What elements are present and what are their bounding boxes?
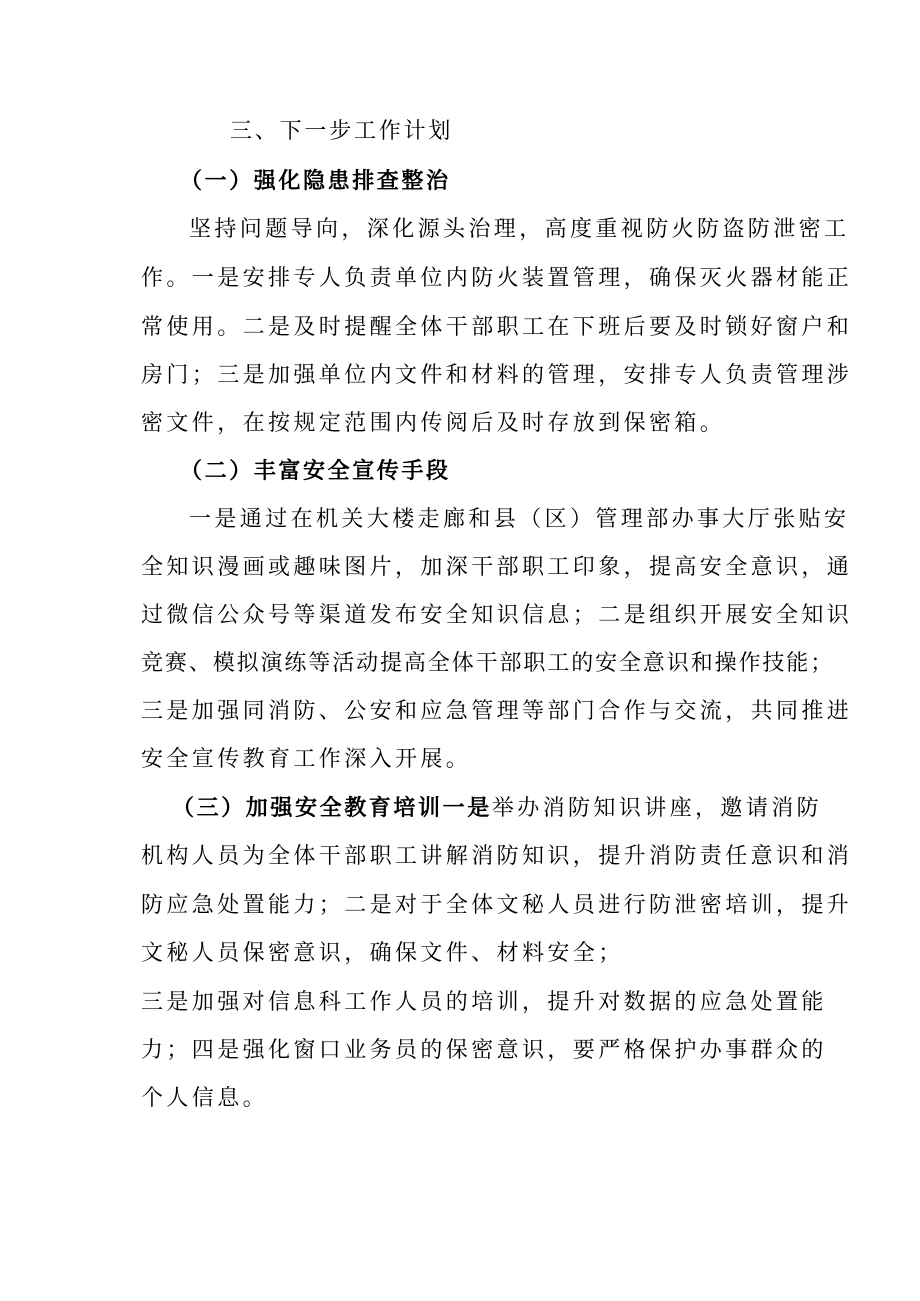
subsection-3-line-7: 个人信息。 — [141, 1086, 269, 1111]
subsection-3-line-3: 防应急处置能力；二是对于全体文秘人员进行防泄密培训，提升 — [141, 893, 853, 918]
subsection-2-line-1: 一是通过在机关大楼走廊和县（区）管理部办事大厅张贴安 — [189, 507, 850, 532]
subsection-1-line-5: 密文件，在按规定范围内传阅后及时存放到保密箱。 — [141, 411, 726, 436]
subsection-1-line-2: 作。一是安排专人负责单位内防火装置管理，确保灭火器材能正 — [141, 266, 853, 291]
subsection-3-line-2: 机构人员为全体干部职工讲解消防知识，提升消防责任意识和消 — [141, 844, 853, 869]
subsection-2-line-3: 过微信公众号等渠道发布安全知识信息；二是组织开展安全知识 — [141, 603, 853, 628]
section-title: 三、下一步工作计划 — [230, 119, 454, 144]
subsection-1-line-4: 房门；三是加强单位内文件和材料的管理，安排专人负责管理涉 — [141, 363, 853, 388]
subsection-2-line-6: 安全宣传教育工作深入开展。 — [141, 747, 472, 772]
subsection-3-first-line — [172, 794, 822, 824]
subsection-2-line-4: 竞赛、模拟演练等活动提高全体干部职工的安全意识和操作技能； — [141, 651, 835, 676]
subsection-3-first-line-rest: 举办消防知识讲座，邀请消防 — [491, 796, 823, 821]
subsection-1-line-1: 坚持问题导向，深化源头治理，高度重视防火防盗防泄密工 — [189, 217, 850, 242]
subsection-3-line-6: 力；四是强化窗口业务员的保密意识，要严格保护办事群众的 — [141, 1038, 827, 1063]
subsection-2-heading: （二）丰富安全宣传手段 — [180, 459, 451, 484]
subsection-1-line-3: 常使用。二是及时提醒全体干部职工在下班后要及时锁好窗户和 — [141, 315, 853, 340]
subsection-2-line-2: 全知识漫画或趣味图片，加深干部职工印象，提高安全意识，通 — [141, 555, 853, 580]
subsection-1-heading: （一）强化隐患排查整治 — [180, 169, 451, 194]
subsection-3-heading: （三）加强安全教育培训一是 — [172, 796, 492, 821]
subsection-2-line-5: 三是加强同消防、公安和应急管理等部门合作与交流，共同推进 — [141, 699, 853, 724]
subsection-3-line-4: 文秘人员保密意识，确保文件、材料安全； — [141, 941, 624, 966]
subsection-3-line-5: 三是加强对信息科工作人员的培训，提升对数据的应急处置能 — [141, 990, 827, 1015]
